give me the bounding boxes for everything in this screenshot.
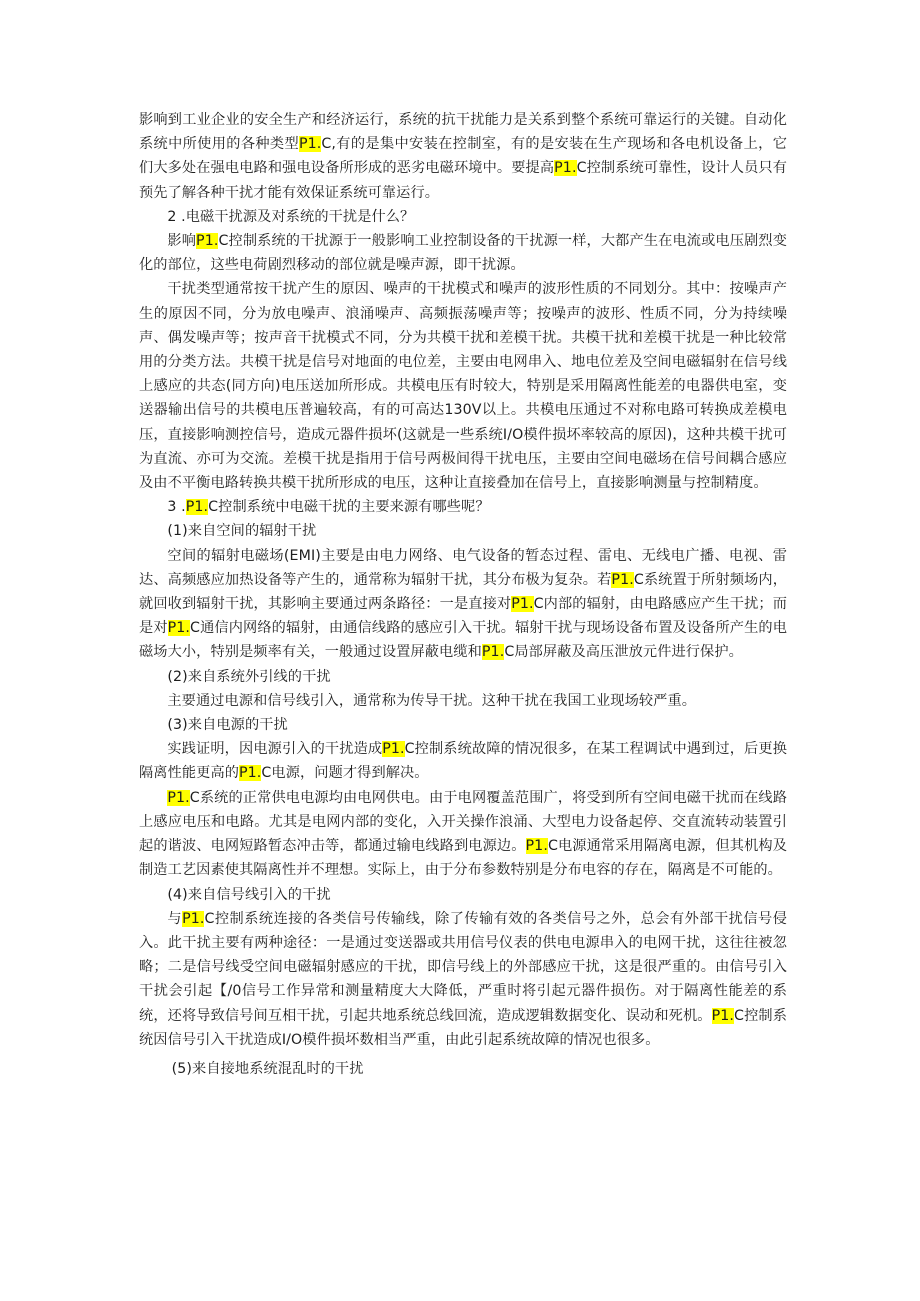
text-run: 干扰类型通常按干扰产生的原因、噪声的干扰模式和噪声的波形性质的不同划分。其中：按噪声产生的原因不同，分为放电噪声、浪涌噪声、高频振荡噪声等；按噪声的波形、性质不同，分为持续噪声、偶发噪声等；按声音干扰模式不同，分为共模干扰和差模干扰。共模干扰和差模干扰是一种比较常用的分类方法。共模干扰是信号对地面的电位差，主要由电网串入、地电位差及空间电磁辐射在信号线上感应的共态(同方向)电压送加所形成。共模电压有时较大，特别是采用隔离性能差的电器供电室，变送器输出信号的共模电压普遍较高，有的可高达130V以上。共模电压通过不对称电路可转换成差模电压，直接影响测控信号，造成元器件损坏(这就是一些系统I/O模件损坏率较高的原因)，这种共模干扰可为直流、亦可为交流。差模干扰是指用于信号两极间得干扰电压，主要由空间电磁场在信号间耦合感应及由不平衡电路转换共模干扰所形成的电压，这种让直接叠加在信号上，直接影响测量与控制精度。: [139, 281, 787, 492]
text-run: (2)来自系统外引线的干扰: [167, 668, 331, 685]
highlighted-term: P1.: [711, 1007, 735, 1024]
text-run: C控制系统中电磁干扰的主要来源有哪些呢？: [208, 499, 490, 516]
text-run: C通信内网络的辐射，由通信线路的感应引入干扰。辐射干扰与现场设备布置及设备所产生的电磁场大小，特别是频率有关，一般通过设置屏蔽电缆和: [139, 620, 788, 661]
text-run: C内部的辐射，由电路感应产生干扰；而是对: [139, 596, 787, 637]
text-run: (4)来自信号线引入的干扰: [167, 886, 331, 903]
paragraph-q2-a2: [139, 277, 787, 495]
text-run: 实践证明，因电源引入的干扰造成: [167, 741, 383, 758]
section-heading-q3: [139, 495, 787, 519]
text-run: 2 .电磁干扰源及对系统的干扰是什么？: [167, 208, 415, 225]
text-run: C控制系统的干扰源于一般影响工业控制设备的干扰源一样，大都产生在电流或电压剧烈变化的部位，这些电荷剧烈移动的部位就是噪声源，即干扰源。: [139, 233, 787, 274]
text-run: (1)来自空间的辐射干扰: [167, 523, 317, 540]
text-run: C电源通常采用隔离电源，但其机构及制造工艺因素使其隔离性并不理想。实际上，由于分布参数特别是分布电容的存在，隔离是不可能的。: [139, 838, 787, 879]
highlighted-term: P1.: [299, 136, 322, 153]
highlighted-term: P1.: [185, 499, 209, 516]
section-heading-s5: [139, 1057, 787, 1081]
section-heading-q2: [139, 205, 787, 229]
text-run: C控制系统故障的情况很多，在某工程调试中遇到过，后更换隔离性能更高的: [139, 741, 787, 782]
paragraph-s1-body: [139, 544, 787, 665]
section-heading-s2: [139, 665, 787, 689]
highlighted-term: P1.: [511, 596, 534, 613]
text-run: C控制系统可靠性，设计人员只有预先了解各种干扰才能有效保证系统可靠运行。: [139, 160, 787, 201]
text-run: C系统的正常供电电源均由电网供电。由于电网覆盖范围广，将受到所有空间电磁干扰而在线路上感应电压和电路。尤其是电网内部的变化，入开关操作浪涌、大型电力设备起停、交直流转动装置引起的谐波、电网短路暂态冲击等，都通过输电线路到电源边。: [139, 789, 787, 855]
highlighted-term: P1.: [182, 910, 205, 927]
paragraph-intro: [139, 108, 787, 205]
highlighted-term: P1.: [525, 838, 548, 855]
text-run: 主要通过电源和信号线引入，通常称为传导干扰。这种干扰在我国工业现场较严重。: [167, 692, 697, 709]
section-heading-s3: [139, 713, 787, 737]
text-run: 影响: [167, 233, 197, 250]
text-run: 3 .: [167, 499, 186, 516]
paragraph-s4-body: [139, 907, 787, 1052]
text-run: (3)来自电源的干扰: [167, 717, 288, 734]
highlighted-term: P1.: [481, 644, 505, 661]
text-run: 影响到工业企业的安全生产和经济运行，系统的抗干扰能力是关系到整个系统可靠运行的关键。自动化系统中所使用的各种类型: [139, 112, 787, 153]
paragraph-s2-body: [139, 689, 787, 713]
highlighted-term: P1.: [167, 620, 191, 637]
text-run: C局部屏蔽及高压泄放元件进行保护。: [504, 644, 743, 661]
paragraph-s3-body1: [139, 737, 787, 785]
paragraph-q2-a1: [139, 229, 787, 277]
section-heading-s4: [139, 883, 787, 907]
highlighted-term: P1.: [611, 571, 634, 588]
highlighted-term: P1.: [554, 160, 577, 177]
text-run: C控制系统连接的各类信号传输线，除了传输有效的各类信号之外，总会有外部干扰信号侵入。此干扰主要有两种途径：一是通过变送器或共用信号仪表的供电电源串入的电网干扰，这往往被忽略；二是信号线受空间电磁辐射感应的干扰，即信号线上的外部感应干扰，这是很严重的。由信号引入干扰会引起【/0信号工作异常和测量精度大大降低，严重时将引起元器件损伤。对于隔离性能差的系统，还将导致信号间互相干扰，引起共地系统总线回流，造成逻辑数据变化、误动和死机。: [139, 910, 787, 1024]
text-run: C电源，问题才得到解决。: [261, 765, 429, 782]
text-run: C控制系统因信号引入干扰造成I/O模件损坏数相当严重，由此引起系统故障的情况也很多。: [139, 1007, 787, 1048]
text-run: 与: [167, 910, 183, 927]
text-run: C系统置于所射频场内，就回收到辐射干扰，其影响主要通过两条路径：一是直接对: [139, 571, 787, 613]
text-run: 空间的辐射电磁场(EMI)主要是由电力网络、电气设备的暂态过程、雷电、无线电广播、电视、雷达、高频感应加热设备等产生的，通常称为辐射干扰，其分布极为复杂。若: [139, 547, 787, 588]
text-run: C,有的是集中安装在控制室，有的是安装在生产现场和各电机设备上，它们大多处在强电电路和强电设备所形成的恶劣电磁环境中。要提高: [139, 136, 787, 177]
section-heading-s1: [139, 519, 787, 543]
highlighted-term: P1.: [382, 741, 405, 758]
highlighted-term: P1.: [196, 233, 219, 250]
text-run: (5)来自接地系统混乱时的干扰: [171, 1060, 364, 1077]
highlighted-term: P1.: [167, 789, 190, 806]
paragraph-s3-body2: [139, 786, 787, 883]
document-page: [139, 108, 787, 1081]
highlighted-term: P1.: [239, 765, 262, 782]
